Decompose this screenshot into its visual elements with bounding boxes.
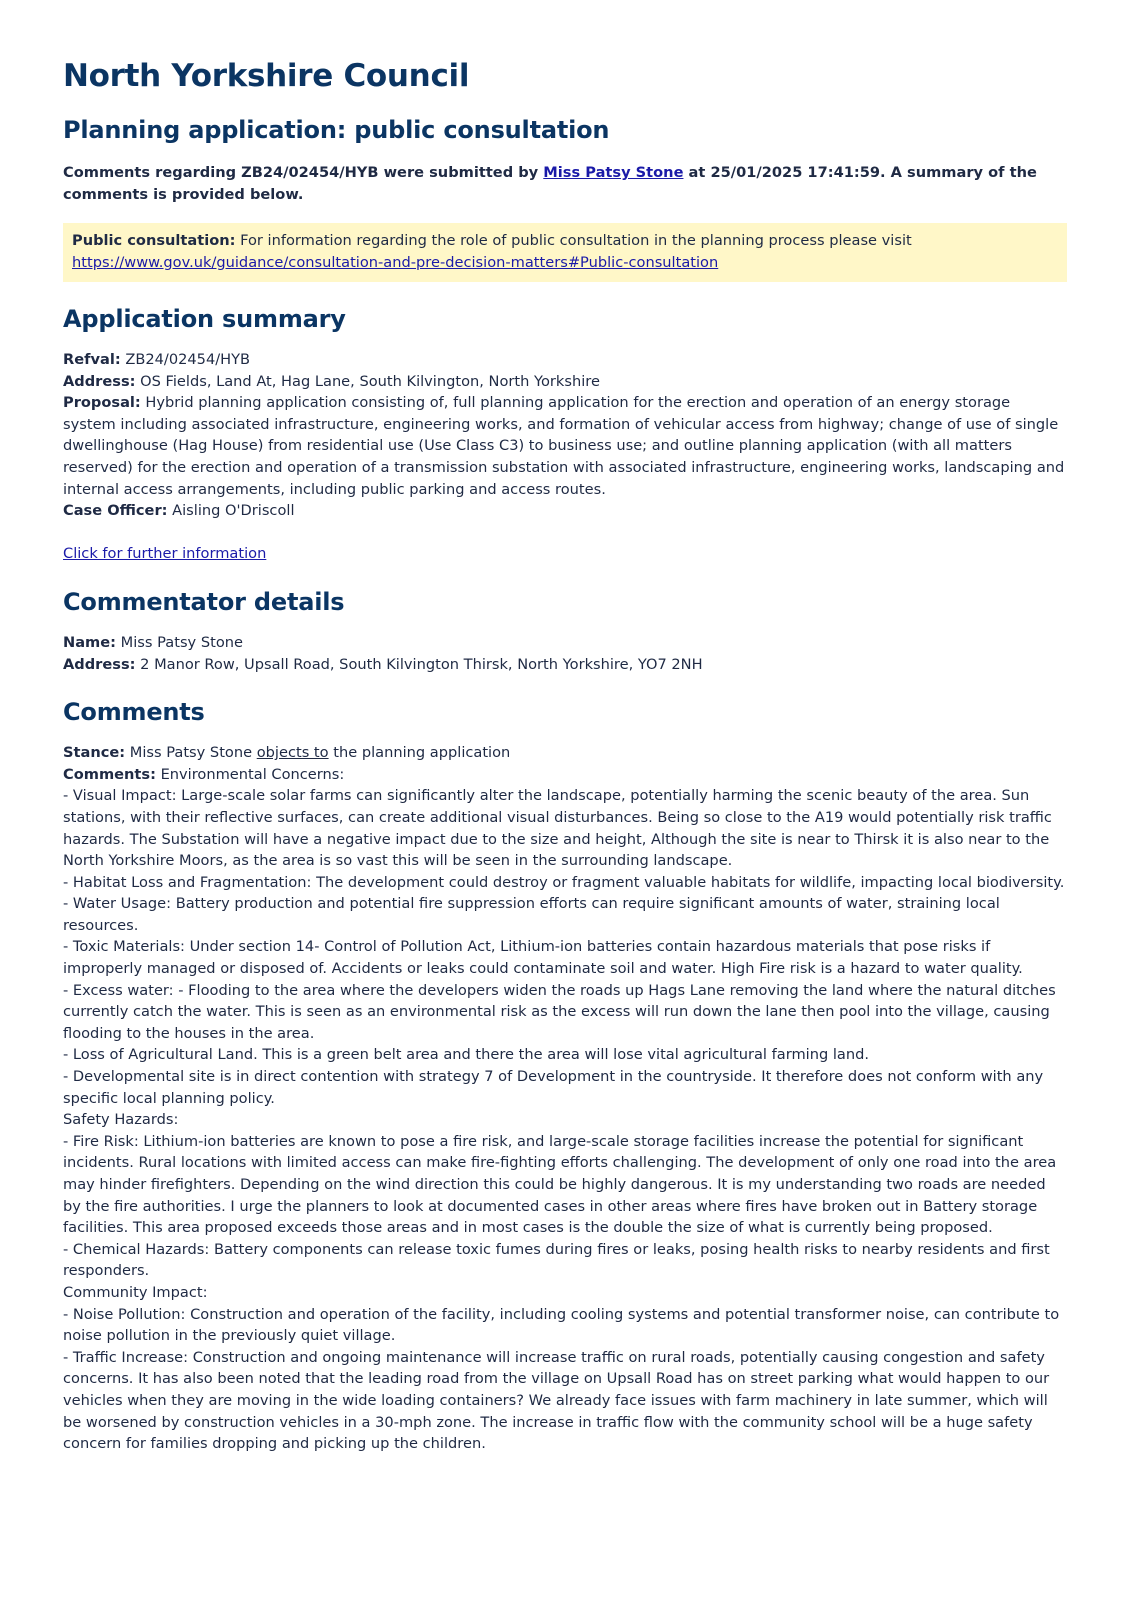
application-summary-heading: Application summary: [63, 305, 346, 333]
public-consultation-notice: [63, 223, 1067, 282]
application-summary: [63, 349, 1067, 565]
intro-paragraph: [63, 162, 1067, 206]
comments-row: [63, 764, 1067, 786]
name-value: Miss Patsy Stone: [116, 633, 243, 651]
comment-line: - Noise Pollution: Construction and operation of the facility, including cooling systems and potential transformer noise, can contribute to noise pollution in the previously quiet village.: [63, 1305, 1060, 1345]
comment-line: - Chemical Hazards: Battery components can release toxic fumes during fires or leaks, posing health risks to nearby residents and first responders.: [63, 1240, 1050, 1280]
council-title: North Yorkshire Council: [63, 58, 470, 94]
submitter-link[interactable]: Miss Patsy Stone: [543, 164, 684, 181]
stance-prefix: Miss Patsy Stone: [125, 744, 257, 762]
comment-lines: [63, 785, 1067, 1454]
intro-prefix: Comments regarding ZB24/02454/HYB were submitted by: [63, 164, 544, 181]
comments-heading: Comments: [63, 698, 205, 727]
stance-objects-to: objects to: [256, 744, 329, 762]
comment-line: - Fire Risk: Lithium-ion batteries are known to pose a fire risk, and large-scale storage facilities increase the potential for significant incidents. Rural locations with limited access can make fire-fighting efforts challenging. The development of only one road into the area may hinder firefighters. Depending on the wind direction this could be highly dangerous. It is my understanding two roads are needed by the fire authorities. I urge the planners to look at documented cases in other areas where fires have broken out in Battery storage facilities. This area proposed exceeds those areas and in most cases is the double the size of what is currently being proposed.: [63, 1132, 1057, 1237]
commentator-name-row: [63, 632, 1067, 654]
guidance-link[interactable]: https://www.gov.uk/guidance/consultation-and-pre-decision-matters#Public-consultation: [72, 254, 719, 271]
document-page: [63, 52, 1067, 1455]
proposal-row: [63, 392, 1067, 500]
stance-row: [63, 742, 1067, 764]
comment-line: - Water Usage: Battery production and potential fire suppression efforts can require significant amounts of water, straining local resources.: [63, 895, 1000, 934]
comment-line: Community Impact:: [63, 1283, 208, 1301]
comments-label: Comments:: [63, 765, 156, 783]
commentator-details: [63, 632, 1067, 675]
page-subtitle: Planning application: public consultation: [63, 116, 610, 144]
commentator-heading: Commentator details: [63, 587, 345, 616]
refval-row: [63, 349, 1067, 371]
name-label: Name:: [63, 633, 117, 651]
comment-line: - Habitat Loss and Fragmentation: The development could destroy or fragment valuable habitats for wildlife, impacting local biodiversity.: [63, 873, 1065, 891]
proposal-label: Proposal:: [63, 394, 141, 412]
address-label: Address:: [63, 372, 136, 390]
refval-value: ZB24/02454/HYB: [120, 351, 251, 368]
notice-text: For information regarding the role of public consultation in the planning process please visit: [235, 232, 912, 249]
address-row: [63, 371, 1067, 393]
refval-label: Refval:: [63, 351, 121, 368]
comment-line: - Developmental site is in direct contention with strategy 7 of Development in the countryside. It therefore does not conform with any specific local planning policy.: [63, 1068, 1044, 1107]
comment-line: Safety Hazards:: [63, 1111, 179, 1129]
case-officer-value: Aisling O'Driscoll: [167, 502, 295, 520]
case-officer-label: Case Officer:: [63, 502, 168, 520]
spacer: [63, 522, 1067, 544]
comments-first-line: Environmental Concerns:: [155, 765, 345, 783]
notice-label: Public consultation:: [72, 232, 236, 249]
commentator-address-value: 2 Manor Row, Upsall Road, South Kilvington Thirsk, North Yorkshire, YO7 2NH: [135, 655, 703, 673]
comment-line: - Traffic Increase: Construction and ongoing maintenance will increase traffic on rural roads, potentially causing congestion and safety concerns. It has also been noted that the leading road from the village on Upsall Road has on street parking what would happen to our vehicles when they are moving in the wide loading containers? We already face issues with farm machinery in late summer, which will be worsened by construction vehicles in a 30-mph zone. The increase in traffic flow with the community school will be a huge safety concern for families dropping and picking up the children.: [63, 1348, 1050, 1453]
case-officer-row: [63, 500, 1067, 522]
commentator-address-label: Address:: [63, 655, 136, 673]
comment-line: - Excess water: - Flooding to the area where the developers widen the roads up Hags Lane removing the land where the natural ditches currently catch the water. This is seen as an environmental risk as the excess will run down the lane then pool into the village, causing flooding to the houses in the area.: [63, 981, 1056, 1042]
intro-suffix: at 25/01/2025 17:41:59. A summary of the comments is provided below.: [63, 164, 1037, 203]
proposal-value: Hybrid planning application consisting of, full planning application for the erection and operation of an energy storage system including associated infrastructure, engineering works, and formation of vehicular access from highway; change of use of single dwellinghouse (Hag House) from residential use (Use Class C3) to business use; and outline planning application (with all matters reserved) for the erection and operation of a transmission substation with associated infrastructure, engineering works, landscaping and internal access arrangements, including public parking and access routes.: [63, 394, 1065, 498]
comments-section: [63, 742, 1067, 1455]
comment-line: - Loss of Agricultural Land. This is a green belt area and there the area will lose vital agricultural farming land.: [63, 1046, 870, 1064]
stance-label: Stance:: [63, 744, 126, 762]
commentator-address-row: [63, 654, 1067, 676]
comment-line: - Visual Impact: Large-scale solar farms can significantly alter the landscape, potentially harming the scenic beauty of the area. Sun stations, with their reflective surfaces, can create additional visual disturbances. Being so close to the A19 would potentially risk traffic hazards. The Substation will have a negative impact due to the size and height, Although the site is near to Thirsk it is also near to the North Yorkshire Moors, as the area is so vast this will be seen in the surrounding landscape.: [63, 787, 1052, 870]
stance-suffix: the planning application: [328, 744, 511, 762]
address-value: OS Fields, Land At, Hag Lane, South Kilvington, North Yorkshire: [135, 372, 600, 390]
further-information-link[interactable]: Click for further information: [63, 545, 267, 563]
comment-line: - Toxic Materials: Under section 14- Control of Pollution Act, Lithium-ion batteries contain hazardous materials that pose risks if improperly managed or disposed of. Accidents or leaks could contaminate soil and water. High Fire risk is a hazard to water quality.: [63, 938, 1023, 978]
